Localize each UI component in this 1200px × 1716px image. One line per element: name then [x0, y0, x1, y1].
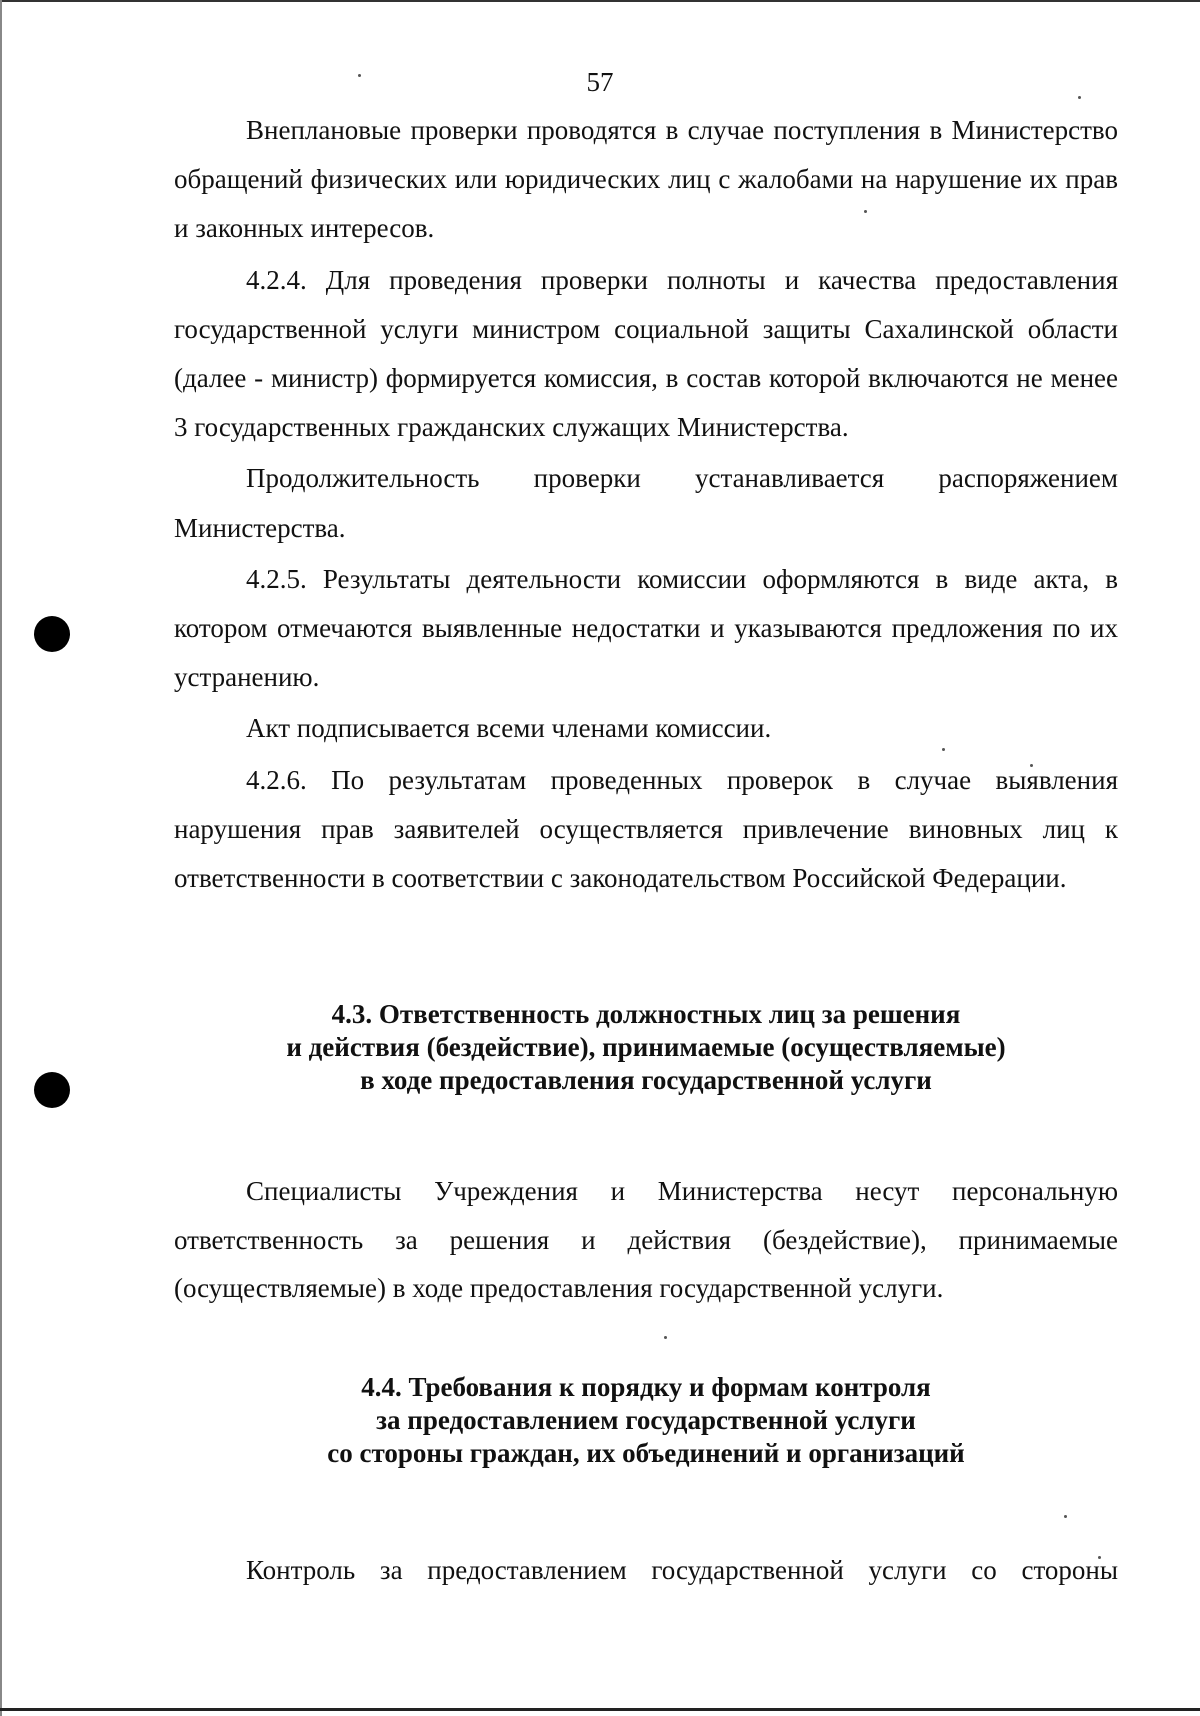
- scan-speck: [1064, 1515, 1067, 1518]
- heading-line: за предоставлением государственной услуги: [376, 1405, 916, 1435]
- binder-hole-icon: [34, 616, 70, 652]
- paragraph: Контроль за предоставлением государственной услуги со стороны: [246, 1555, 1118, 1585]
- section-heading-4-3: [174, 998, 1118, 1097]
- paragraph: Акт подписывается всеми членами комиссии.: [246, 713, 772, 744]
- heading-line: и действия (бездействие), принимаемые (осуществляемые): [286, 1032, 1006, 1062]
- heading-line: в ходе предоставления государственной услуги: [360, 1065, 932, 1095]
- paragraph: 4.2.4. Для проведения проверки полноты и качества предоставления государственной услуги министром социальной защиты Сахалинской области (далее - министр) формируется комиссия, в состав которой включаются не менее 3 государственных гражданских служащих Министерства.: [174, 264, 1118, 443]
- scan-edge-bottom: [0, 1708, 1200, 1711]
- body-text: [174, 106, 1118, 903]
- scan-speck: [664, 1336, 667, 1339]
- binder-hole-icon: [34, 1072, 70, 1108]
- paragraph: Продолжительность проверки устанавливается распоряжением Министерства.: [174, 463, 1118, 543]
- heading-line: со стороны граждан, их объединений и организаций: [327, 1438, 965, 1468]
- scan-edge-top: [0, 0, 1200, 2]
- section-heading-4-4: [174, 1371, 1118, 1470]
- page-number: 57: [586, 67, 614, 97]
- section-4-4-body: [174, 1546, 1118, 1594]
- heading-line: 4.3. Ответственность должностных лиц за решения: [331, 999, 961, 1029]
- section-4-3-body: [174, 1167, 1118, 1313]
- paragraph: Внеплановые проверки проводятся в случае поступления в Министерство обращений физических или юридических лиц с жалобами на нарушение их прав и законных интересов.: [174, 115, 1118, 244]
- paragraph: Специалисты Учреждения и Министерства несут персональную ответственность за решения и действия (бездействие), принимаемые (осуществляемые) в ходе предоставления государственной услуги.: [174, 1176, 1118, 1303]
- paragraph: 4.2.6. По результатам проведенных проверок в случае выявления нарушения прав заявителей осуществляется привлечение виновных лиц к ответственности в соответствии с законодательством Российской Федерации.: [174, 764, 1118, 894]
- paragraph: 4.2.5. Результаты деятельности комиссии оформляются в виде акта, в котором отмечаются выявленные недостатки и указываются предложения по их устранению.: [174, 563, 1118, 693]
- scan-edge-left: [0, 0, 2, 1716]
- heading-line: 4.4. Требования к порядку и формам контроля: [361, 1372, 931, 1402]
